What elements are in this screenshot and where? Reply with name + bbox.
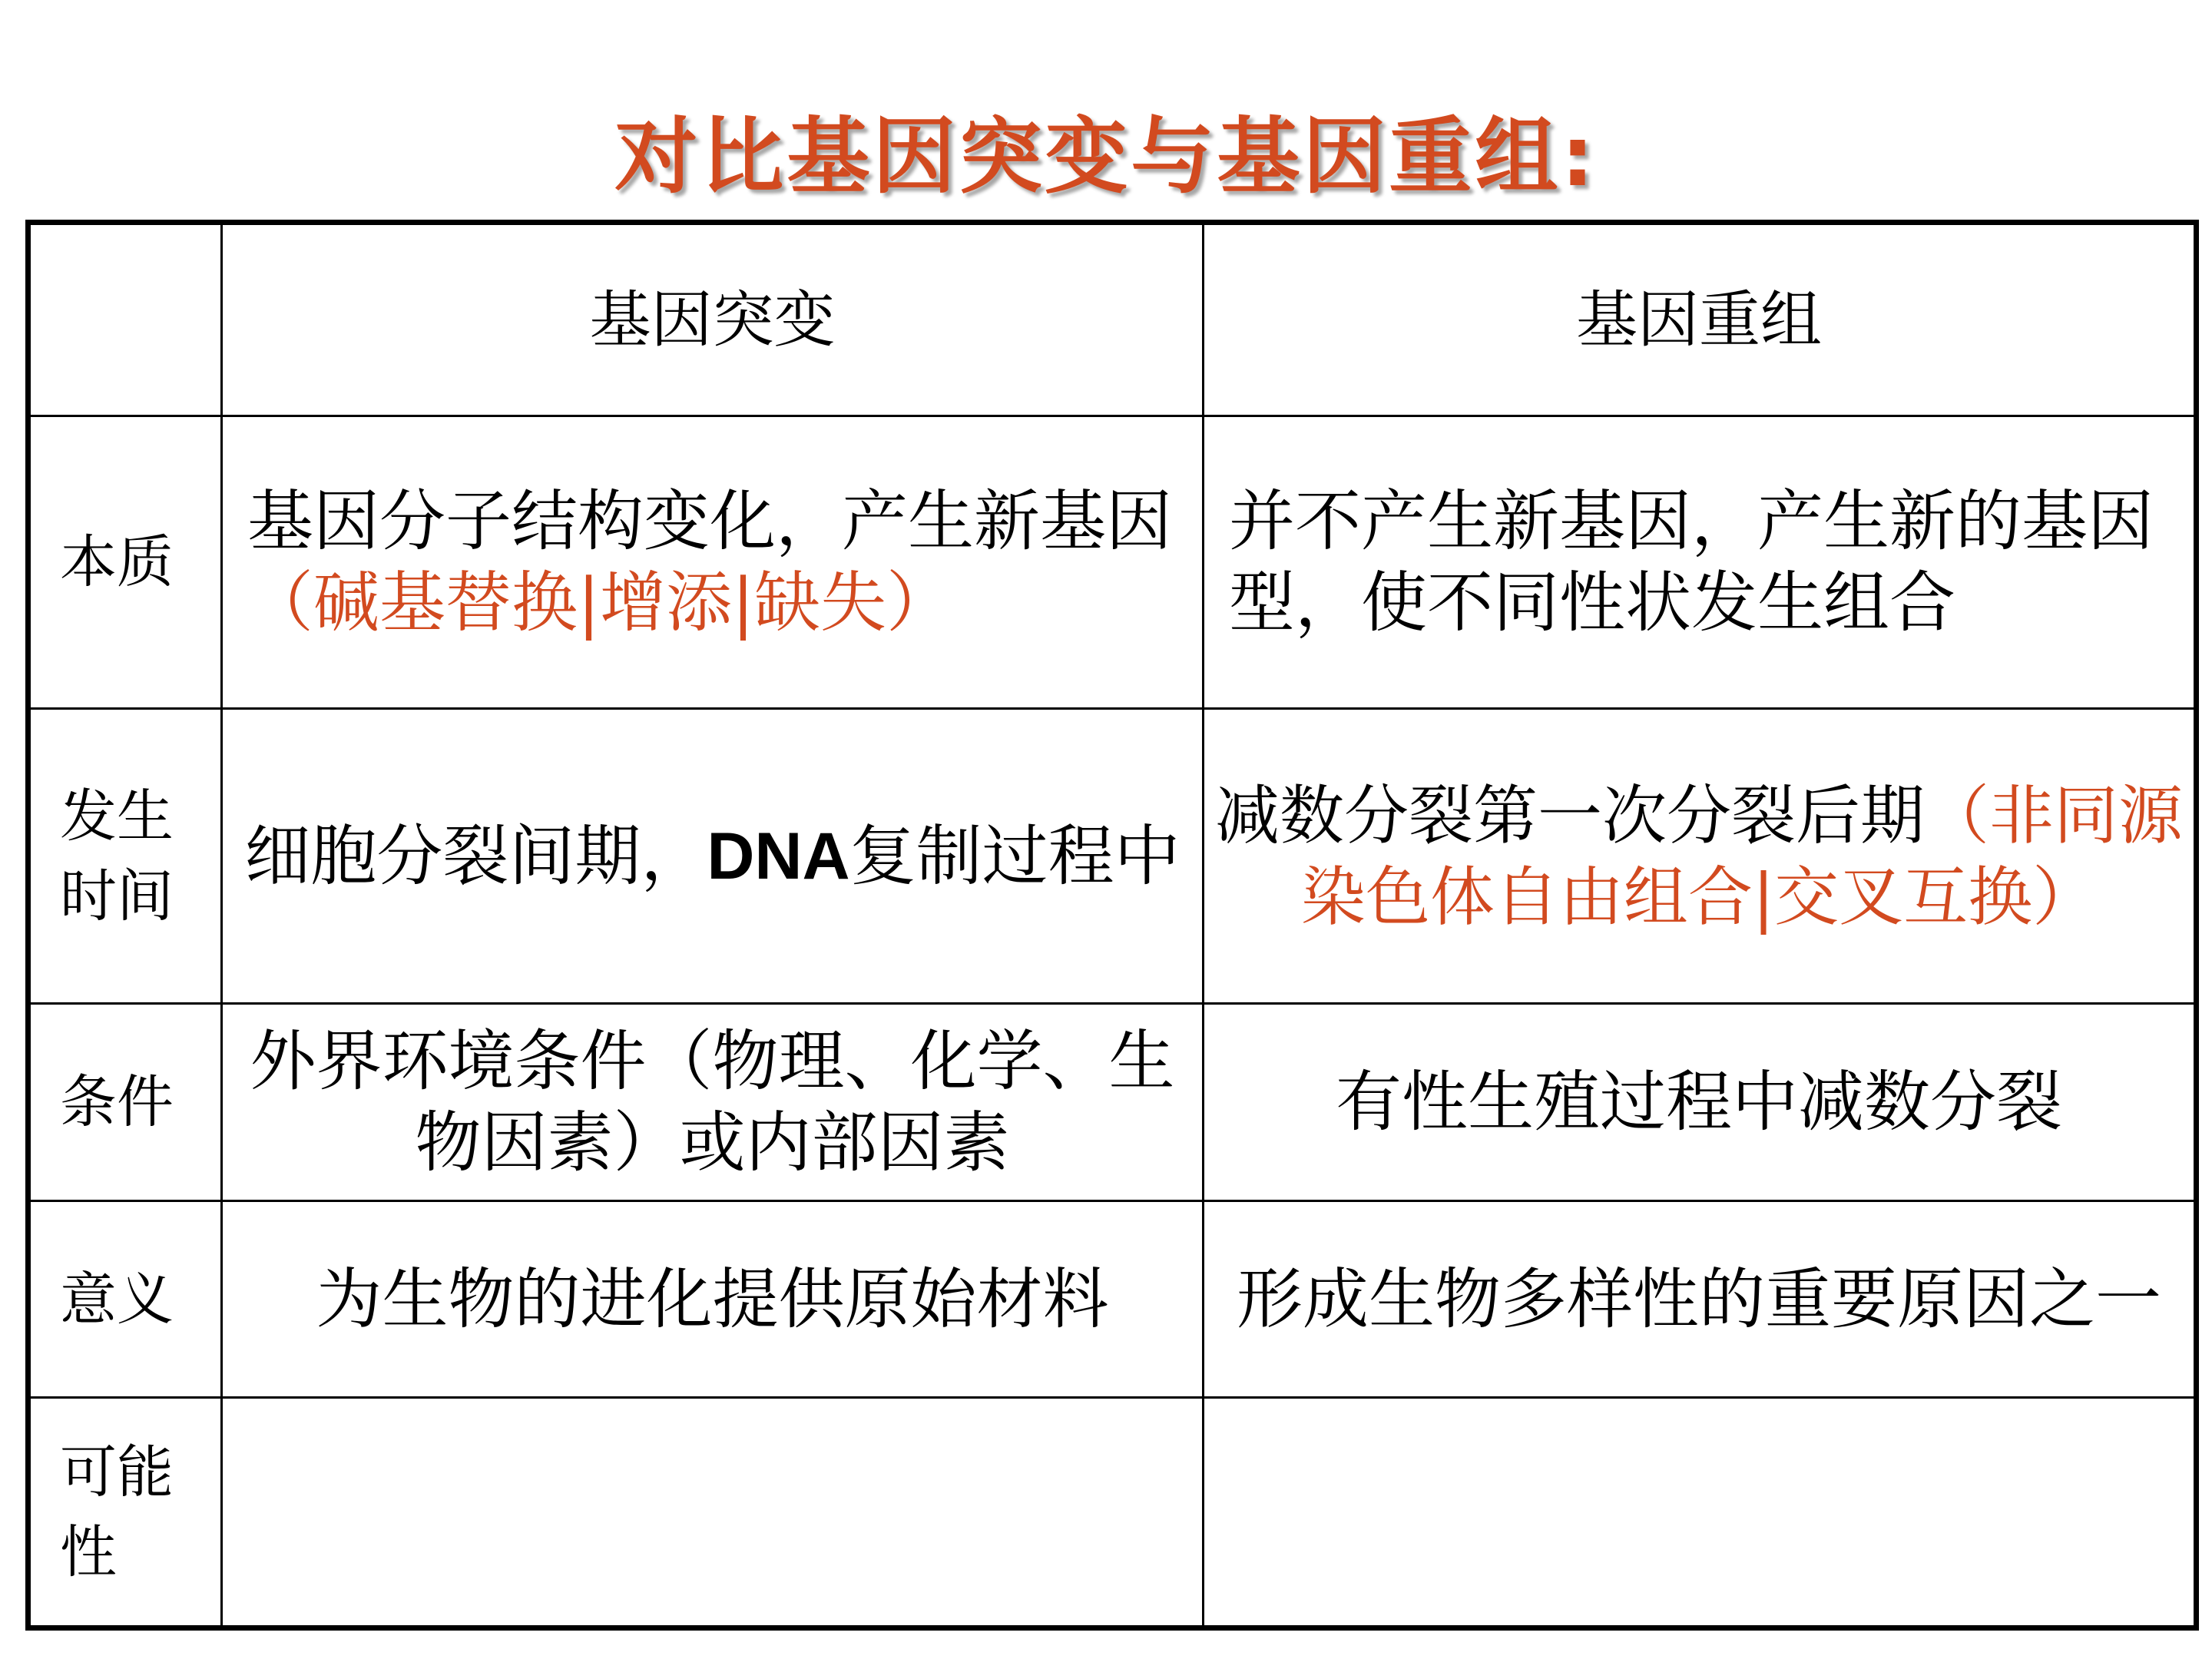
significance-mutation-cell: 为生物的进化提供原始材料: [222, 1201, 1204, 1398]
comparison-table: [25, 220, 2199, 1631]
row-label-nature: 本质: [28, 416, 222, 709]
table-row-possibility: [28, 1398, 2197, 1628]
column-header-recombination: 基因重组: [1204, 223, 2197, 416]
time-mutation-dna: DNA: [707, 819, 850, 893]
nature-mutation-text: 基因分子结构变化，产生新基因: [247, 483, 1172, 560]
nature-recombination-cell: 并不产生新基因，产生新的基因型，使不同性状发生组合: [1204, 416, 2197, 709]
row-label-condition: 条件: [28, 1004, 222, 1201]
nature-mutation-highlight: （碱基替换|增添|缺失）: [247, 565, 952, 641]
table-header-row: [28, 223, 2197, 416]
time-recombination-cell: [1204, 709, 2197, 1004]
table-row-time: [28, 709, 2197, 1004]
corner-cell: [28, 223, 222, 416]
time-recombination-text: 减数分裂第一次分裂后期: [1214, 777, 1925, 853]
table-row-nature: [28, 416, 2197, 709]
time-mutation-text-start: 细胞分裂间期，: [244, 817, 707, 895]
significance-recombination-cell: 形成生物多样性的重要原因之一: [1204, 1201, 2197, 1398]
row-label-possibility: 可能性: [28, 1398, 222, 1628]
page-title: 对比基因突变与基因重组:: [614, 109, 1598, 205]
possibility-recombination-cell: [1204, 1398, 2197, 1628]
time-mutation-cell: [222, 709, 1204, 1004]
time-recombination-highlight: （非同源染色体自由组合|交叉互换）: [1300, 777, 2184, 935]
row-label-significance: 意义: [28, 1201, 222, 1398]
time-mutation-text-end: 复制过程中: [849, 817, 1181, 895]
table-row-significance: [28, 1201, 2197, 1398]
nature-mutation-cell: [222, 416, 1204, 709]
row-label-time: 发生时间: [28, 709, 222, 1004]
column-header-mutation: 基因突变: [222, 223, 1204, 416]
condition-mutation-cell: 外界环境条件（物理、化学、生物因素）或内部因素: [222, 1004, 1204, 1201]
possibility-mutation-cell: [222, 1398, 1204, 1628]
condition-recombination-cell: 有性生殖过程中减数分裂: [1204, 1004, 2197, 1201]
table-row-condition: [28, 1004, 2197, 1201]
